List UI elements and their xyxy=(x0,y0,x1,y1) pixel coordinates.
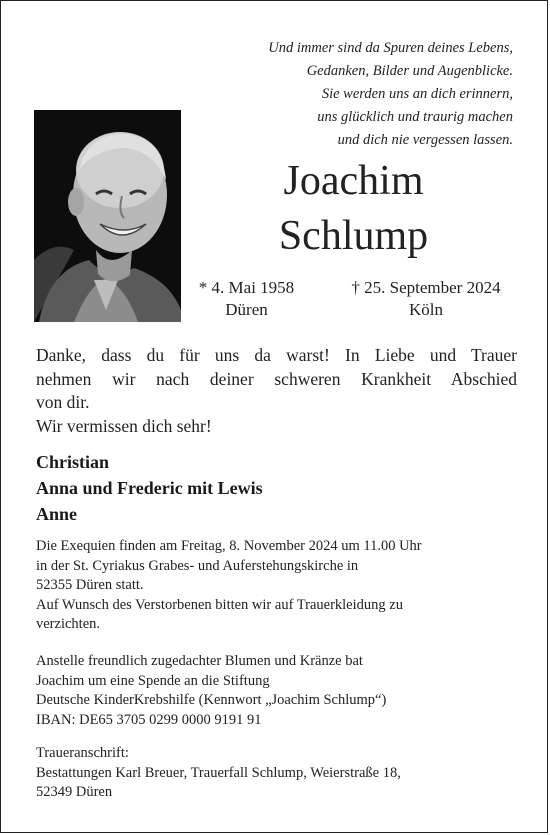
exequien-line: Die Exequien finden am Freitag, 8. November 2024 um 11.00 Uhr xyxy=(36,538,422,554)
exequien-line: in der St. Cyriakus Grabes- und Auferstehungskirche in xyxy=(36,557,359,574)
address-line: 52349 Düren xyxy=(36,784,113,800)
poem-line: Und immer sind da Spuren deines Lebens, xyxy=(268,40,513,56)
donation-line: Deutsche KinderKrebshilfe (Kennwort „Joachim Schlump“) xyxy=(36,692,387,708)
mourners-list xyxy=(36,449,516,527)
portrait-photo xyxy=(34,110,181,322)
poem-line: Sie werden uns an dich erinnern, xyxy=(321,86,513,102)
deceased-last-name: Schlump xyxy=(278,213,429,259)
exequien-line: Auf Wunsch des Verstorbenen bitten wir auf Trauerkleidung zu xyxy=(36,596,403,613)
mourning-address xyxy=(36,744,521,803)
death-info xyxy=(337,277,515,321)
death-place: Köln xyxy=(409,300,443,319)
birth-place: Düren xyxy=(225,300,268,319)
death-date: † 25. September 2024 xyxy=(351,278,501,297)
message-line: nehmen wir nach deiner schweren Krankheit Abschied xyxy=(36,368,517,389)
mourner-name: Christian xyxy=(36,452,110,472)
poem-line: und dich nie vergessen lassen. xyxy=(337,132,513,148)
exequien-line: verzichten. xyxy=(36,616,101,632)
message-line: Danke, dass du für uns da warst! In Liebe und Trauer xyxy=(36,345,517,365)
donation-iban: IBAN: DE65 3705 0299 0000 9191 91 xyxy=(36,711,262,728)
memorial-poem xyxy=(173,37,513,152)
address-heading: Traueranschrift: xyxy=(36,745,129,761)
mourner-name: Anna und Frederic mit Lewis xyxy=(36,478,263,498)
birth-info xyxy=(189,277,304,321)
farewell-message xyxy=(36,344,517,438)
message-line: von dir. xyxy=(36,392,90,412)
message-line: Wir vermissen dich sehr! xyxy=(36,415,212,436)
mourner-name: Anne xyxy=(36,504,78,524)
exequien-line: 52355 Düren statt. xyxy=(36,577,144,593)
birth-date: * 4. Mai 1958 xyxy=(198,278,295,297)
address-line: Bestattungen Karl Breuer, Trauerfall Schlump, Weierstraße 18, xyxy=(36,764,401,781)
donation-line: Anstelle freundlich zugedachter Blumen und Kränze bat xyxy=(36,653,363,669)
poem-line: uns glücklich und traurig machen xyxy=(317,109,513,125)
exequien-notice xyxy=(36,537,521,635)
donation-line: Joachim um eine Spende an die Stiftung xyxy=(36,672,270,689)
deceased-first-name: Joachim xyxy=(283,158,424,204)
poem-line: Gedanken, Bilder und Augenblicke. xyxy=(306,63,513,79)
donation-notice xyxy=(36,652,521,730)
